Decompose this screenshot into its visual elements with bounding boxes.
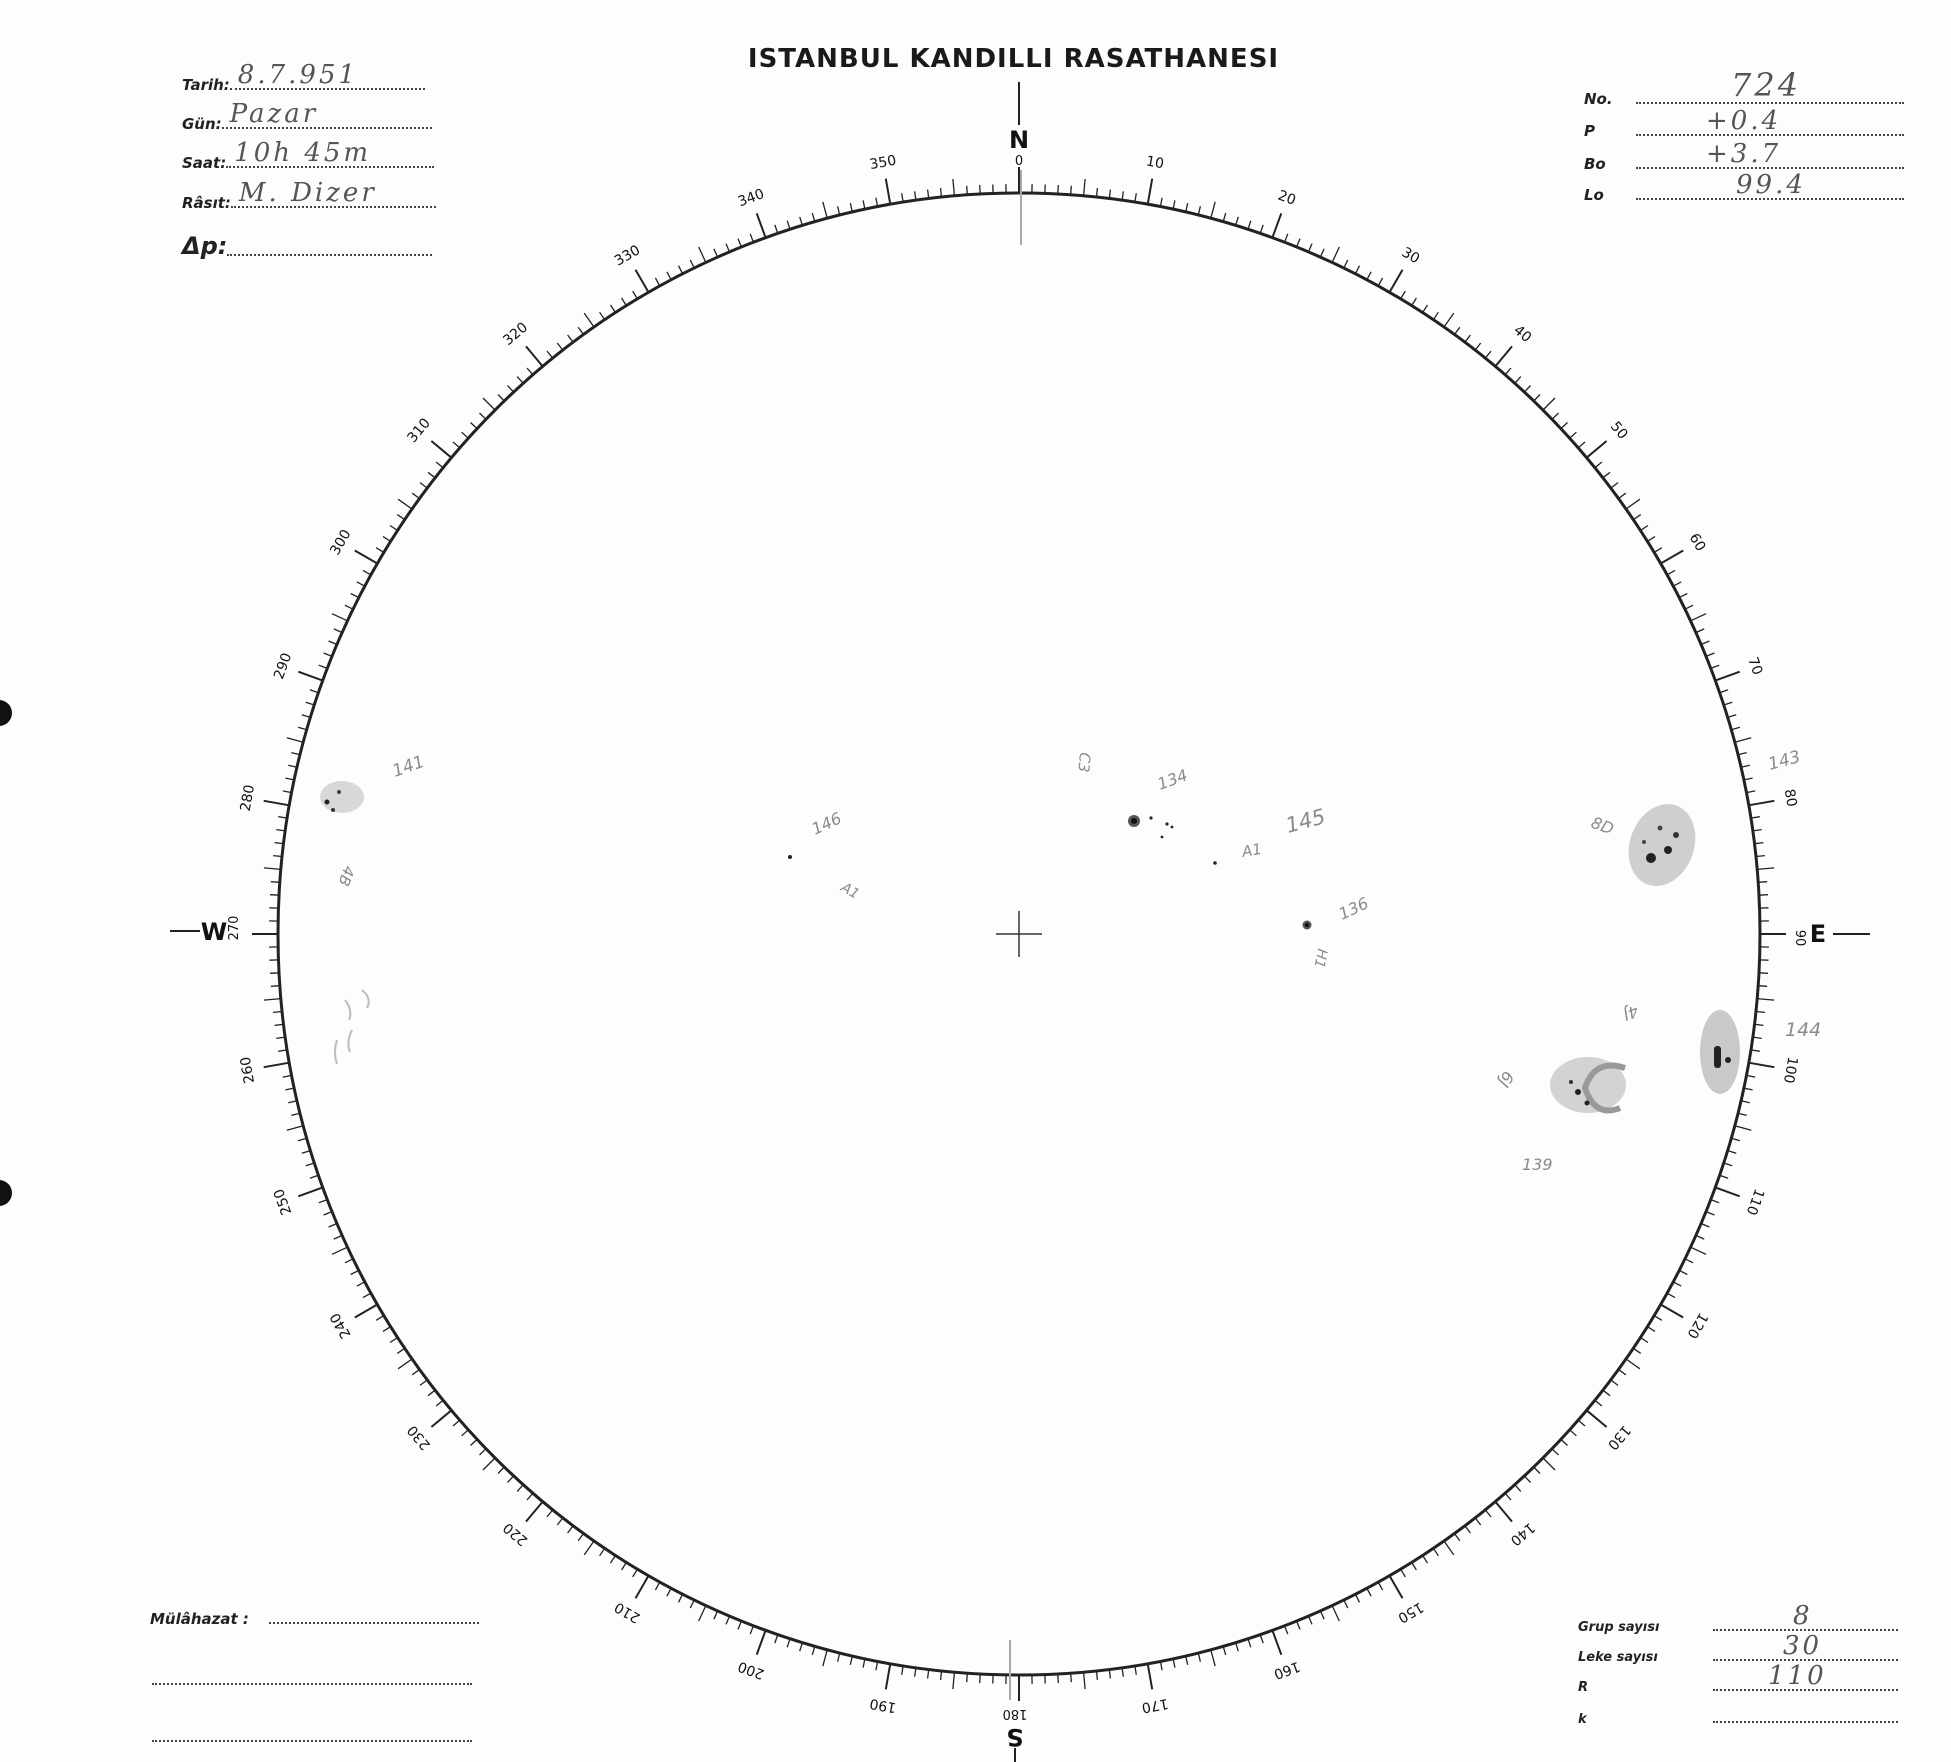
degree-tick <box>1735 738 1751 742</box>
degree-label: 80 <box>1780 787 1800 809</box>
degree-tick <box>264 1063 290 1068</box>
degree-tick <box>1495 1502 1512 1522</box>
degree-tick <box>1084 179 1086 196</box>
degree-label: 150 <box>1394 1598 1427 1626</box>
degree-tick <box>1444 1541 1454 1555</box>
bo-label: Bo <box>1584 155 1606 173</box>
degree-tick <box>1757 868 1774 870</box>
degree-tick <box>1390 270 1403 293</box>
sunspot-group-141 <box>320 752 427 889</box>
south-180: 180 <box>1002 1706 1028 1721</box>
degree-tick <box>1211 1650 1215 1666</box>
degree-tick <box>398 1359 412 1369</box>
degree-tick <box>1495 346 1512 366</box>
degree-tick <box>1444 313 1454 327</box>
east-letter: E <box>1809 920 1827 948</box>
west-letter: W <box>200 918 228 946</box>
degree-label: 260 <box>237 1055 259 1085</box>
degree-tick <box>1661 1305 1684 1318</box>
tarih-label: Tarih: <box>182 76 230 94</box>
west-270: 270 <box>227 915 242 941</box>
group-class-136: H1 <box>1310 947 1330 970</box>
group-number-145: 145 <box>1283 804 1329 838</box>
degree-label: 300 <box>327 526 355 559</box>
mulahazat-label: Mülâhazat : <box>150 1610 249 1628</box>
group-class-145: A1 <box>1240 839 1264 861</box>
lo-value: 99.4 <box>1736 170 1806 200</box>
r-label: R <box>1578 1680 1589 1695</box>
r-value: 110 <box>1768 1661 1827 1691</box>
sunspot-group-134 <box>1074 752 1190 839</box>
degree-tick <box>298 672 322 681</box>
degree-label: 60 <box>1685 530 1709 555</box>
degree-tick <box>1543 398 1555 410</box>
bo-value: +3.7 <box>1706 139 1782 169</box>
leke-value: 30 <box>1783 1631 1823 1661</box>
degree-tick <box>1749 801 1775 806</box>
leke-label: Leke sayısı <box>1578 1650 1658 1665</box>
sunspot-group-146 <box>788 808 862 902</box>
degree-tick <box>1661 551 1684 564</box>
group-number-141: 141 <box>389 751 428 782</box>
degree-tick <box>1735 1126 1751 1130</box>
group-number-143: 143 <box>1766 747 1803 775</box>
degree-label: 200 <box>735 1657 767 1682</box>
group-number-144: 144 <box>1785 1019 1822 1041</box>
degree-tick <box>287 738 303 742</box>
degree-label: 120 <box>1683 1309 1711 1342</box>
group-number-139: 139 <box>1522 1155 1553 1174</box>
degree-tick <box>1626 499 1640 509</box>
degree-tick <box>1272 213 1281 237</box>
degree-label: 330 <box>611 242 644 270</box>
group-number-134: 134 <box>1154 765 1191 794</box>
faculae-west <box>335 990 369 1064</box>
degree-tick <box>886 1664 891 1690</box>
degree-tick <box>526 346 543 366</box>
degree-tick <box>355 551 378 564</box>
degree-tick <box>287 1126 303 1130</box>
degree-label: 230 <box>404 1421 434 1453</box>
degree-tick <box>699 1606 706 1621</box>
degree-tick <box>431 1410 451 1427</box>
degree-label: 290 <box>271 650 296 682</box>
degree-label: 50 <box>1606 418 1631 443</box>
degree-label: 40 <box>1510 322 1535 347</box>
degree-tick <box>483 1458 495 1470</box>
degree-tick <box>1332 247 1339 262</box>
degree-label: 10 <box>1144 153 1166 173</box>
degree-tick <box>1626 1359 1640 1369</box>
degree-tick <box>1148 1664 1153 1690</box>
south-letter: S <box>1006 1723 1024 1751</box>
degree-label: 210 <box>611 1598 644 1626</box>
degree-label: 280 <box>237 783 259 813</box>
degree-tick <box>886 179 891 205</box>
degree-label: 140 <box>1506 1519 1538 1549</box>
k-label: k <box>1578 1712 1587 1727</box>
sunspot-group-145 <box>1213 804 1328 865</box>
north-letter: N <box>1008 126 1030 154</box>
group-class-144: 4J <box>1620 1001 1642 1025</box>
degree-tick <box>1587 441 1607 458</box>
degree-tick <box>526 1502 543 1522</box>
degree-tick <box>584 1541 594 1555</box>
degree-tick <box>699 247 706 262</box>
no-value: 724 <box>1731 66 1802 104</box>
degree-tick <box>1084 1672 1086 1689</box>
sunspot-group-143 <box>1589 747 1803 895</box>
north-zero: 0 <box>1014 154 1024 169</box>
degree-label: 250 <box>271 1186 296 1218</box>
degree-tick <box>1543 1458 1555 1470</box>
degree-tick <box>953 1672 955 1689</box>
degree-tick <box>636 1576 649 1599</box>
degree-label: 30 <box>1398 244 1423 268</box>
degree-tick <box>483 398 495 410</box>
degree-tick <box>298 1187 322 1196</box>
degree-label: 320 <box>500 319 532 349</box>
group-class-141: 4B <box>334 863 359 889</box>
degree-tick <box>1715 672 1739 681</box>
degree-tick <box>355 1305 378 1318</box>
degree-tick <box>264 801 290 806</box>
degree-tick <box>1715 1187 1739 1196</box>
degree-label: 20 <box>1275 187 1298 209</box>
degree-label: 220 <box>500 1519 532 1549</box>
delta-p-label: Δp: <box>182 232 228 260</box>
degree-tick <box>332 614 347 621</box>
saat-label: Saat: <box>182 154 227 172</box>
grup-value: 8 <box>1793 1601 1813 1631</box>
rasit-value: M. Dizer <box>238 178 377 208</box>
p-label: P <box>1584 122 1595 140</box>
degree-tick <box>757 1630 766 1654</box>
degree-tick <box>1587 1410 1607 1427</box>
degree-tick <box>1691 614 1706 621</box>
p-value: +0.4 <box>1706 106 1782 136</box>
group-class-139: 6J <box>1494 1068 1518 1091</box>
degree-tick <box>823 202 827 218</box>
degree-tick <box>1272 1630 1281 1654</box>
grup-label: Grup sayısı <box>1578 1620 1660 1635</box>
degree-label: 340 <box>735 186 767 211</box>
degree-tick <box>1148 179 1153 205</box>
lo-label: Lo <box>1584 186 1604 204</box>
degree-label: 100 <box>1779 1055 1801 1085</box>
degree-label: 70 <box>1744 655 1766 678</box>
group-class-134: C3 <box>1074 751 1094 774</box>
degree-tick <box>264 999 281 1001</box>
no-label: No. <box>1584 90 1613 108</box>
gun-label: Gün: <box>182 115 222 133</box>
degree-tick <box>953 179 955 196</box>
degree-label: 310 <box>404 415 434 447</box>
observatory-title: ISTANBUL KANDILLI RASATHANESI <box>747 44 1280 74</box>
group-class-143: 8D <box>1588 812 1617 839</box>
sunspot-group-136 <box>1303 893 1372 969</box>
group-class-146: A1 <box>838 879 863 903</box>
degree-tick <box>1211 202 1215 218</box>
saat-value: 10h 45m <box>234 138 372 168</box>
group-number-146: 146 <box>808 808 845 839</box>
gun-value: Pazar <box>229 99 319 129</box>
degree-label: 350 <box>868 152 898 174</box>
degree-label: 130 <box>1604 1421 1634 1453</box>
degree-tick <box>584 313 594 327</box>
degree-tick <box>1749 1063 1775 1068</box>
east-90: 90 <box>1792 929 1807 947</box>
degree-tick <box>823 1650 827 1666</box>
degree-tick <box>757 213 766 237</box>
sunspot-group-139 <box>1494 1057 1626 1174</box>
degree-tick <box>636 270 649 293</box>
degree-label: 110 <box>1742 1186 1767 1218</box>
degree-label: 160 <box>1271 1657 1303 1682</box>
group-number-136: 136 <box>1335 893 1372 924</box>
tarih-value: 8.7.951 <box>237 60 359 90</box>
degree-tick <box>398 499 412 509</box>
degree-label: 190 <box>868 1694 898 1716</box>
degree-tick <box>431 441 451 458</box>
degree-tick <box>1332 1606 1339 1621</box>
degree-tick <box>332 1247 347 1254</box>
degree-tick <box>1691 1247 1706 1254</box>
rasit-label: Râsıt: <box>182 194 231 212</box>
degree-label: 170 <box>1140 1694 1170 1716</box>
degree-tick <box>1757 999 1774 1001</box>
degree-label: 240 <box>327 1309 355 1342</box>
degree-tick <box>1390 1576 1403 1599</box>
degree-tick <box>264 868 281 870</box>
